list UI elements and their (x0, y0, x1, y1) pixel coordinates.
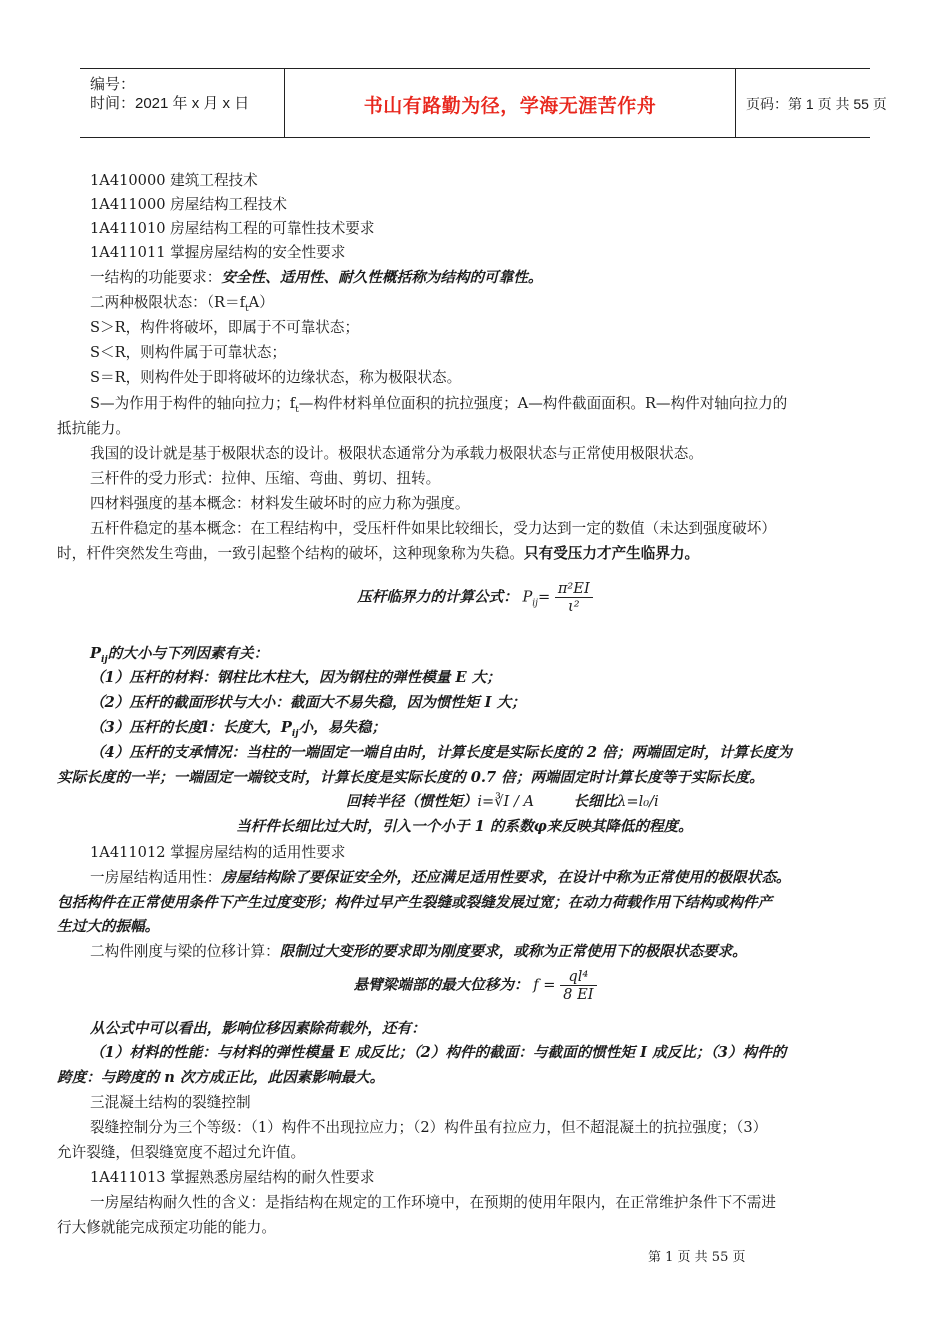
heading-1a411011: 1A411011 掌握房屋结构的安全性要求 (90, 244, 346, 261)
radius-slenderness: 回转半径（惯性矩）i=∛I / A 长细比λ=l₀/i (346, 793, 659, 810)
displacement-factors-cont: 跨度：与跨度的 n 次方成正比，此因素影响最大。 (57, 1069, 385, 1086)
factor-2: （2）压杆的截面形状与大小：截面大不易失稳，因为惯性矩 I 大； (90, 694, 526, 711)
factors-heading: $P_{ij}$的大小与下列因素有关： (90, 645, 269, 665)
header-motto-cell (284, 69, 736, 137)
factor-3: （3）压杆的长度l：长度大，$P_{ij}$小，易失稳； (90, 719, 387, 739)
header-meta-cell (80, 69, 284, 137)
applicability-line-3: 生过大的振幅。 (57, 918, 160, 935)
text-line: 三混凝土结构的裂缝控制 (90, 1094, 251, 1111)
text-line: 抵抗能力。 (57, 420, 130, 437)
header-table (80, 68, 887, 138)
function-requirement: 一结构的功能要求：安全性、适用性、耐久性概括称为结构的可靠性。 (90, 269, 543, 286)
slenderness-note: 当杆件长细比过大时，引入一个小于 1 的系数φ来反映其降低的程度。 (236, 818, 693, 835)
factors-heading-2: 从公式中可以看出，影响位移因素除荷载外，还有： (90, 1020, 426, 1037)
document-number: 编号： (90, 76, 136, 93)
text-line: 一房屋结构耐久性的含义：是指结构在规定的工作环境中，在预期的使用年限内，在正常维护条件下不需进 (90, 1194, 776, 1211)
text-line: 三杆件的受力形式：拉伸、压缩、弯曲、剪切、扭转。 (90, 470, 441, 487)
text-line: 行大修就能完成预定功能的能力。 (57, 1219, 276, 1236)
heading-1a411010: 1A411010 房屋结构工程的可靠性技术要求 (90, 220, 375, 237)
text-line: 裂缝控制分为三个等级：（1）构件不出现拉应力；（2）构件虽有拉应力，但不超混凝土的抗拉强度；（3） (90, 1119, 768, 1136)
factor-1: （1）压杆的材料：钢柱比木柱大，因为钢柱的弹性模量 E 大； (90, 669, 501, 686)
displacement-factors: （1）材料的性能：与材料的弹性模量 E 成反比；（2）构件的截面：与截面的惯性矩 I 成反比；（3）构件的 (90, 1044, 787, 1061)
text-line: 五杆件稳定的基本概念：在工程结构中，受压杆件如果比较细长，受力达到一定的数值（未达到强度破坏） (90, 520, 776, 537)
heading-1a411012: 1A411012 掌握房屋结构的适用性要求 (90, 844, 346, 861)
text-line: S＞R，构件将破坏，即属于不可靠状态； (90, 319, 360, 336)
stability-concept: 时，杆件突然发生弯曲，一致引起整个结构的破坏，这种现象称为失稳。只有受压力才产生临界力。 (57, 545, 700, 562)
applicability-line-2: 包括构件在正常使用条件下产生过度变形；构件过早产生裂缝或裂缝发展过宽；在动力荷载作用下结构或构件产 (57, 894, 773, 911)
text-line: 四材料强度的基本概念：材料发生破坏时的应力称为强度。 (90, 495, 470, 512)
stiffness-line: 二构件刚度与梁的位移计算：限制过大变形的要求即为刚度要求，或称为正常使用下的极限状态要求。 (90, 943, 747, 960)
text-line: 允许裂缝，但裂缝宽度不超过允许值。 (57, 1144, 306, 1161)
cantilever-formula: 悬臂梁端部的最大位移为： f = $\frac{\text{ql⁴}}{8 EI}$ (80, 968, 870, 1003)
text-line: S＝R，则构件处于即将破坏的边缘状态，称为极限状态。 (90, 369, 462, 386)
document-date: 时间：2021 年 x 月 x 日 (90, 95, 250, 112)
heading-1a410000: 1A410000 建筑工程技术 (90, 172, 258, 189)
symbol-definition: S—为作用于构件的轴向拉力；$f_t—$构件材料单位面积的抗拉强度；A—构件截面面积。R—构件对轴向拉力的 (90, 395, 788, 415)
applicability-line-1: 一房屋结构适用性：房屋结构除了要保证安全外，还应满足适用性要求，在设计中称为正常使用的极限状态。 (90, 869, 791, 886)
text-line: S＜R，则构件属于可靠状态； (90, 344, 287, 361)
heading-1a411013: 1A411013 掌握熟悉房屋结构的耐久性要求 (90, 1169, 375, 1186)
factor-4-cont: 实际长度的一半；一端固定一端铰支时，计算长度是实际长度的 0.7 倍；两端固定时计算长度等于实际长度。 (57, 769, 764, 786)
page-indicator: 页码：第 1 页 共 55 页 (746, 96, 887, 112)
two-limit-states: 二两种极限状态：$(R=f_tA)$ (90, 294, 274, 314)
cantilever-fraction: $\frac{\text{ql⁴}}{8 EI}$ (560, 968, 596, 1003)
critical-force-formula: 压杆临界力的计算公式： $P_{ij}=$ $\frac{\text{π²EI}}{\text{ι²}}$ (80, 580, 870, 615)
critical-force-fraction: $\frac{\text{π²EI}}{\text{ι²}}$ (555, 580, 593, 615)
motto: 书山有路勤为径，学海无涯苦作舟 (363, 96, 657, 117)
header-page-cell (736, 69, 887, 137)
factor-4: （4）压杆的支承情况：当柱的一端固定一端自由时，计算长度是实际长度的 2 倍；两端固定时，计算长度为 (90, 744, 792, 761)
page-footer: 第 1 页 共 55 页 (648, 1250, 746, 1265)
heading-1a411000: 1A411000 房屋结构工程技术 (90, 196, 287, 213)
text-line: 我国的设计就是基于极限状态的设计。极限状态通常分为承载力极限状态与正常使用极限状态。 (90, 445, 703, 462)
